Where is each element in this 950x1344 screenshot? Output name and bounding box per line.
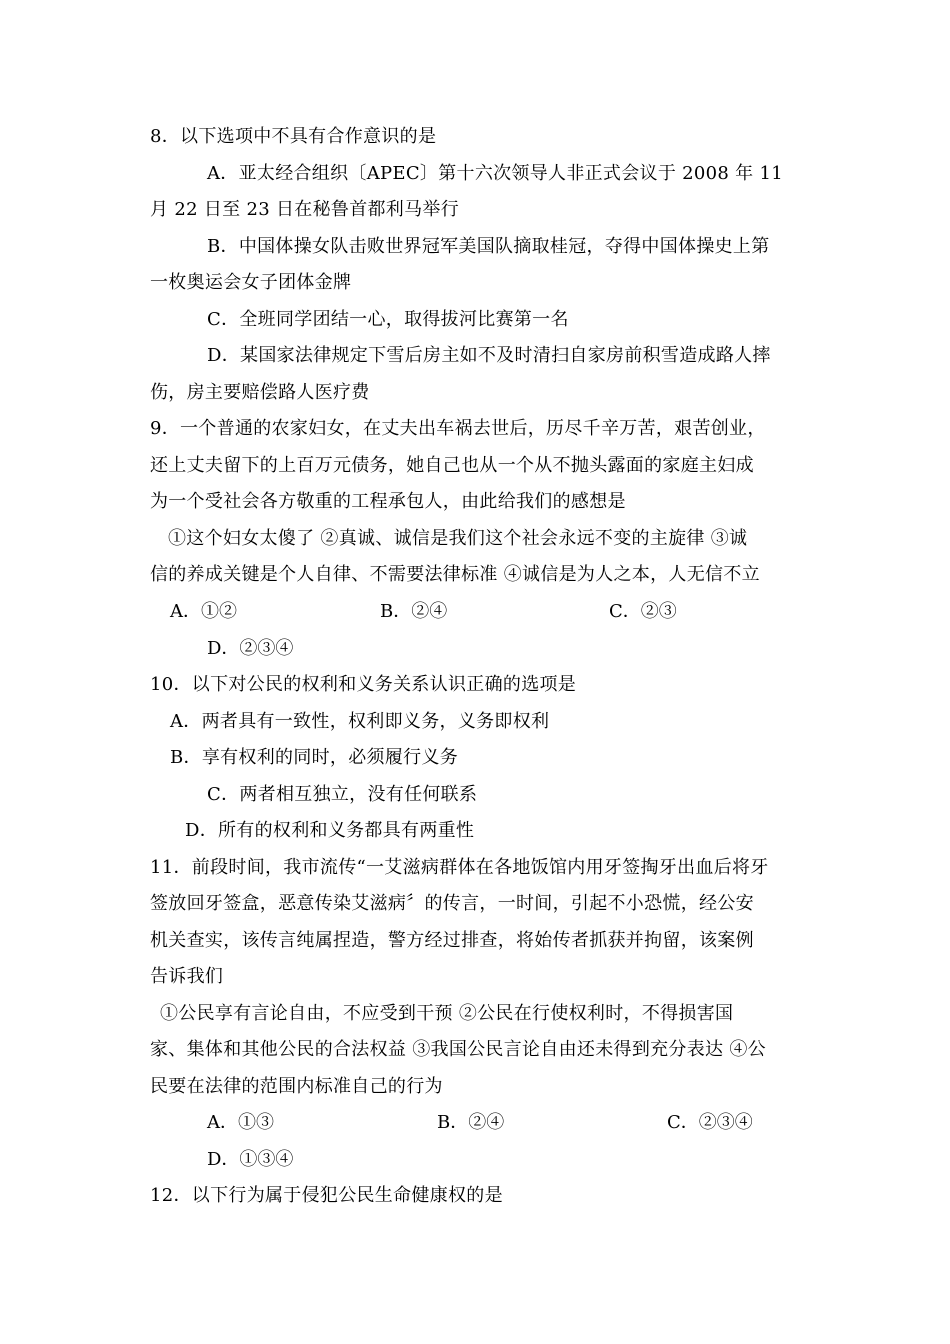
q8-option-b-line2: 一枚奥运会女子团体金牌: [150, 272, 352, 293]
q8-option-b-line1: B．中国体操女队击败世界冠军美国队摘取桂冠，夺得中国体操史上第: [207, 236, 770, 257]
q11-option-a: A．①③: [207, 1112, 274, 1133]
q9-option-a: A．①②: [170, 601, 237, 622]
q9-option-d: D．②③④: [207, 638, 294, 659]
q10-option-c: C．两者相互独立，没有任何联系: [207, 784, 478, 805]
q8-option-a-line2: 月 22 日至 23 日在秘鲁首都利马举行: [150, 199, 459, 220]
q11-stem-line1: 11．前段时间，我市流传“一艾滋病群体在各地饭馆内用牙签掏牙出血后将牙: [150, 857, 769, 878]
q10-option-d: D．所有的权利和义务都具有两重性: [185, 820, 475, 841]
q10-option-b: B．享有权利的同时，必须履行义务: [170, 747, 459, 768]
q12-stem: 12．以下行为属于侵犯公民生命健康权的是: [150, 1185, 503, 1206]
q11-option-c: C．②③④: [667, 1112, 753, 1133]
q9-statements-line1: ①这个妇女太傻了 ②真诚、诚信是我们这个社会永远不变的主旋律 ③诚: [168, 528, 748, 549]
q11-statements-line1: ①公民享有言论自由，不应受到干预 ②公民在行使权利时，不得损害国: [160, 1003, 734, 1024]
q9-stem-line2: 还上丈夫留下的上百万元债务，她自己也从一个从不抛头露面的家庭主妇成: [150, 455, 754, 476]
q11-stem-line2: 签放回牙签盒，恶意传染艾滋病〞的传言，一时间，引起不小恐慌，经公安: [150, 893, 754, 914]
q9-stem-line1: 9．一个普通的农家妇女，在丈夫出车祸去世后，历尽千辛万苦，艰苦创业，: [150, 418, 766, 439]
q11-statements-line2: 家、集体和其他公民的合法权益 ③我国公民言论自由还未得到充分表达 ④公: [150, 1039, 766, 1060]
q8-stem: 8．以下选项中不具有合作意识的是: [150, 126, 437, 147]
q11-option-d: D．①③④: [207, 1149, 294, 1170]
q10-option-a: A．两者具有一致性，权利即义务，义务即权利: [170, 711, 550, 732]
q9-statements-line2: 信的养成关键是个人自律、不需要法律标准 ④诚信是为人之本，人无信不立: [150, 564, 760, 585]
q9-option-c: C．②③: [609, 601, 677, 622]
q10-stem: 10．以下对公民的权利和义务关系认识正确的选项是: [150, 674, 577, 695]
q11-stem-line4: 告诉我们: [150, 966, 224, 987]
q8-option-d-line2: 伤，房主要赔偿路人医疗费: [150, 382, 370, 403]
q11-stem-line3: 机关查实，该传言纯属捏造，警方经过排查，将始传者抓获并拘留，该案例: [150, 930, 754, 951]
q11-statements-line3: 民要在法律的范围内标准自己的行为: [150, 1076, 443, 1097]
q9-option-b: B．②④: [380, 601, 448, 622]
q11-option-b: B．②④: [437, 1112, 505, 1133]
q8-option-c: C．全班同学团结一心，取得拔河比赛第一名: [207, 309, 569, 330]
q9-stem-line3: 为一个受社会各方敬重的工程承包人，由此给我们的感想是: [150, 491, 626, 512]
q8-option-a-line1: A．亚太经合组织〔APEC〕第十六次领导人非正式会议于 2008 年 11: [207, 163, 783, 184]
q8-option-d-line1: D．某国家法律规定下雪后房主如不及时清扫自家房前积雪造成路人摔: [207, 345, 771, 366]
